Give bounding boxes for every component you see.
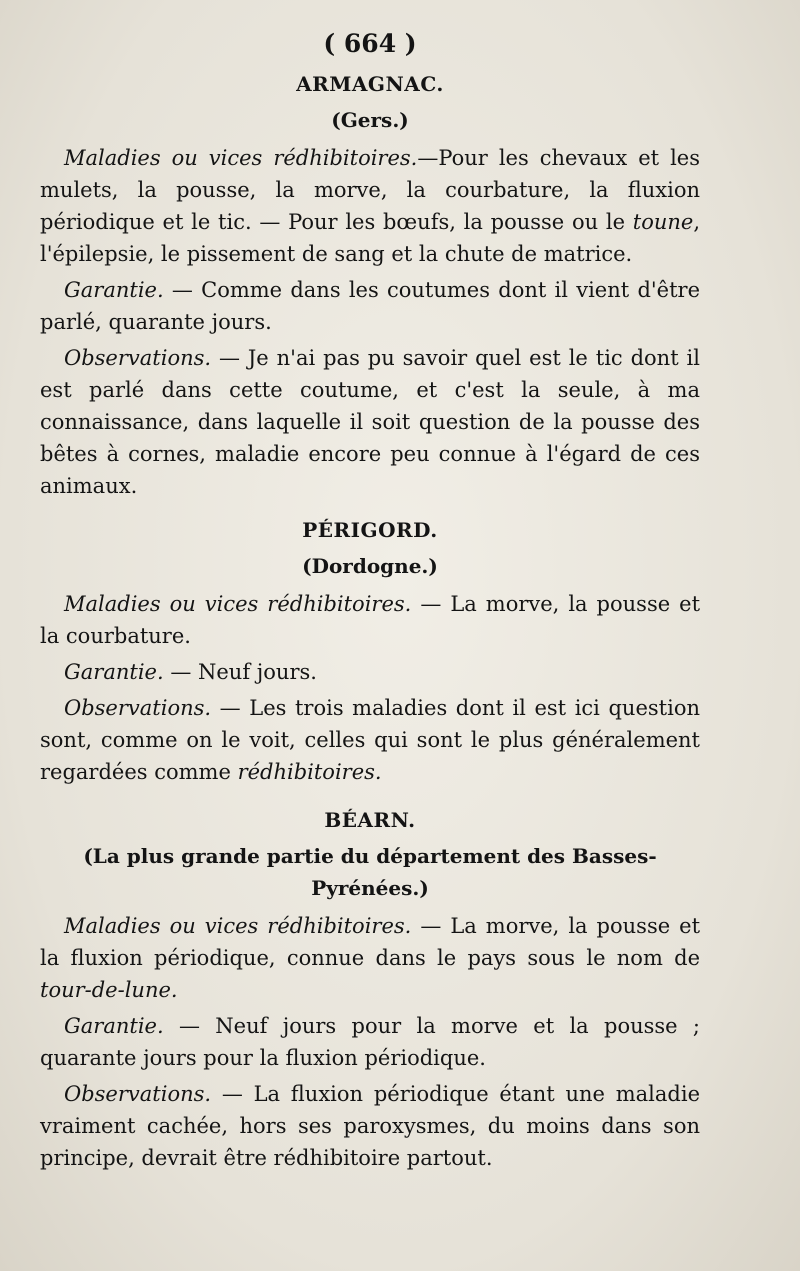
perigord-maladies-text: — La morve, la pousse et la courbature. [40,592,701,648]
bearn-garantie [40,1010,700,1074]
bearn-observations [40,1078,700,1174]
section-subtitle-armagnac: (Gers.) [331,108,409,132]
perigord-maladies [40,588,700,652]
armagnac-observations-text: — Je n'ai pas pu savoir quel est le tic dont il est parlé dans cette coutume, et c'est la seule, à ma connaissance, dans laquelle il soit question de la pousse des bêtes à cornes, maladie encore peu connue à l'égard de ces animaux. [40,346,700,498]
page-text [40,28,700,1178]
section-title-perigord: PÉRIGORD. [302,518,438,542]
armagnac-observations-label: Observations. [64,346,212,370]
armagnac-garantie-text: — Comme dans les coutumes dont il vient d'être parlé, quarante jours. [40,278,700,334]
section-subtitle-perigord: (Dordogne.) [302,554,438,578]
armagnac-maladies-text: —Pour les chevaux et les mulets, la pousse, la morve, la courbature, la fluxion périodique et le tic. — Pour les bœufs, la pousse ou le [40,146,700,234]
section-title-armagnac: ARMAGNAC. [296,72,444,96]
bearn-observations-text: — La fluxion périodique étant une maladie vraiment cachée, hors ses paroxysmes, du moins dans son principe, devrait être rédhibitoire partout. [40,1082,700,1170]
bearn-observations-label: Observations. [64,1082,212,1106]
perigord-maladies-label: Maladies ou vices rédhibitoires. [64,592,412,616]
bearn-maladies [40,910,700,1006]
perigord-observations-label: Observations. [64,696,212,720]
bearn-maladies-italic: tour-de-lune. [40,978,178,1002]
armagnac-observations [40,342,700,502]
armagnac-garantie [40,274,700,338]
bearn-garantie-text: — Neuf jours pour la morve et la pousse ; quarante jours pour la fluxion périodique. [40,1014,700,1070]
bearn-garantie-label: Garantie. [64,1014,164,1038]
perigord-garantie-text: — Neuf jours. [163,660,317,684]
section-subtitle-bearn: (La plus grande partie du département des Basses-Pyrénées.) [83,844,657,900]
armagnac-garantie-label: Garantie. [64,278,164,302]
bearn-maladies-text: — La morve, la pousse et la fluxion périodique, connue dans le pays sous le nom de [40,914,701,970]
bearn-maladies-label: Maladies ou vices rédhibitoires. [64,914,412,938]
perigord-observations-text: — Les trois maladies dont il est ici question sont, comme on le voit, celles qui sont le plus généralement regardées comme [40,696,700,784]
page-number: ( 664 ) [323,29,417,58]
perigord-garantie-label: Garantie. [64,660,164,684]
perigord-observations [40,692,700,788]
armagnac-maladies-text2: , l'épilepsie, le pissement de sang et la chute de matrice. [40,210,700,266]
armagnac-maladies [40,142,700,270]
perigord-observations-italic: rédhibitoires. [237,760,382,784]
armagnac-maladies-italic: toune [632,210,694,234]
section-title-bearn: BÉARN. [324,808,416,832]
perigord-garantie [40,656,700,688]
armagnac-maladies-label: Maladies ou vices rédhibitoires. [64,146,418,170]
